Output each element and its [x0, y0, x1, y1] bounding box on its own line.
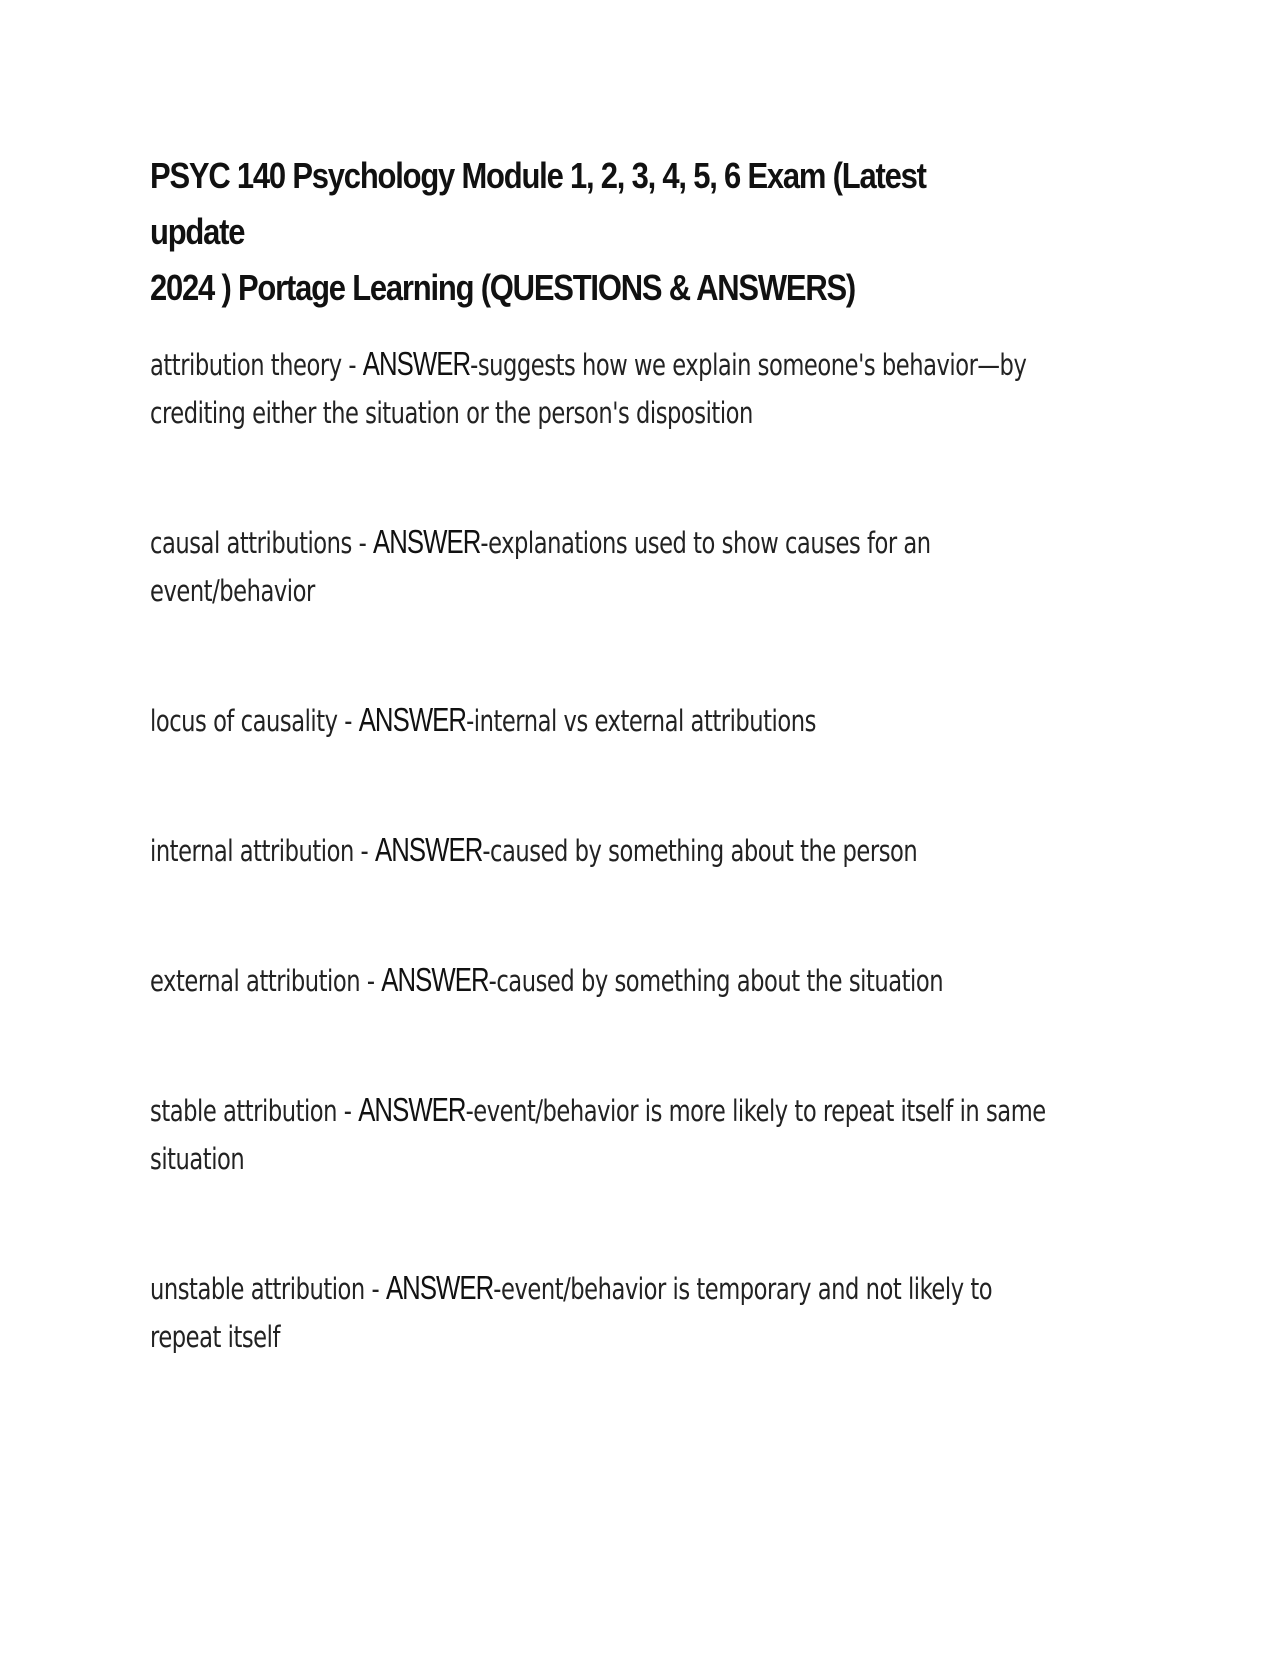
entry-answer-line-1: -caused by something about the person — [482, 834, 918, 868]
entry-answer-line-1: -suggests how we explain someone's behavior—by — [470, 348, 1027, 382]
answer-tag: ANSWER — [362, 345, 471, 382]
flashcard-entry — [150, 1264, 1055, 1361]
entry-term: external attribution — [150, 964, 361, 998]
entry-answer-line-2: situation — [150, 1142, 245, 1176]
flashcard-entry — [150, 518, 1055, 615]
entry-separator: - — [337, 1094, 359, 1128]
entry-answer-line-1: -caused by something about the situation — [488, 964, 944, 998]
flashcard-entry — [150, 696, 1055, 745]
entry-answer-line-1: -event/behavior is temporary and not likely to — [493, 1272, 993, 1306]
title-line-2: 2024 ) Portage Learning (QUESTIONS & ANSWERS) — [150, 267, 856, 308]
entry-answer-line-1: -explanations used to show causes for an — [480, 526, 931, 560]
entry-separator: - — [360, 964, 382, 998]
entry-separator: - — [337, 704, 359, 738]
entry-term: unstable attribution — [150, 1272, 365, 1306]
entry-term: internal attribution — [150, 834, 354, 868]
entry-separator: - — [364, 1272, 386, 1306]
entry-answer-line-2: crediting either the situation or the person's disposition — [150, 396, 753, 430]
entry-separator: - — [341, 348, 363, 382]
flashcard-entry — [150, 826, 1055, 875]
entry-answer-line-1: -internal vs external attributions — [466, 704, 816, 738]
answer-tag: ANSWER — [374, 831, 483, 868]
answer-tag: ANSWER — [373, 523, 481, 560]
entry-separator: - — [351, 526, 374, 560]
entry-answer-line-2: event/behavior — [150, 574, 315, 608]
flashcard-entry — [150, 956, 1055, 1005]
document-title — [150, 148, 993, 316]
entry-term: stable attribution — [150, 1094, 338, 1128]
answer-tag: ANSWER — [358, 701, 467, 738]
flashcard-entry — [150, 340, 1055, 437]
title-line-1: PSYC 140 Psychology Module 1, 2, 3, 4, 5, 6 Exam (Latest update — [150, 155, 926, 252]
entry-answer-line-2: repeat itself — [150, 1320, 280, 1354]
answer-tag: ANSWER — [385, 1269, 494, 1306]
answer-tag: ANSWER — [381, 961, 489, 998]
entry-term: attribution theory — [150, 348, 342, 382]
entry-answer-line-1: -event/behavior is more likely to repeat itself in same — [465, 1094, 1046, 1128]
entry-term: causal attributions — [150, 526, 352, 560]
entry-separator: - — [353, 834, 375, 868]
entry-term: locus of causality — [150, 704, 338, 738]
answer-tag: ANSWER — [358, 1091, 466, 1128]
flashcard-entry — [150, 1086, 1055, 1183]
